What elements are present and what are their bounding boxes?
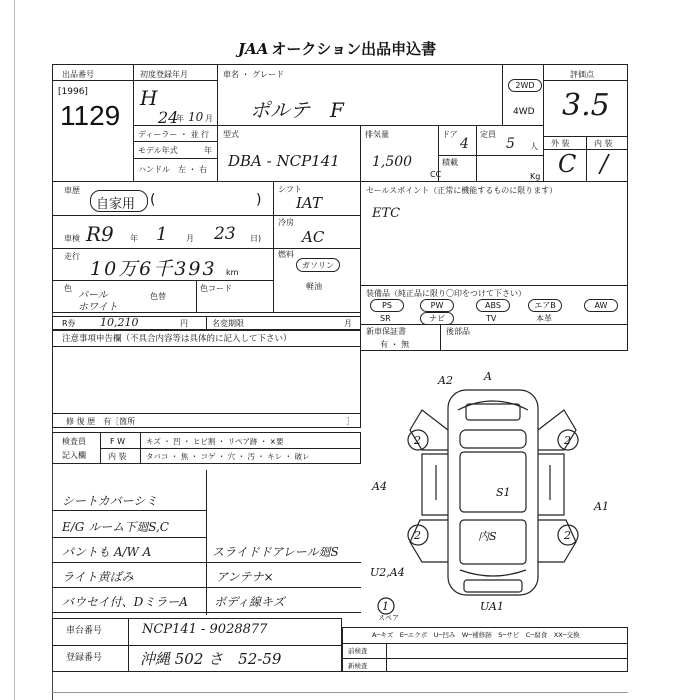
lot-divider xyxy=(52,80,134,81)
inspector-note-3: パントも A/W A xyxy=(62,545,152,559)
title-text: オークション出品申込書 xyxy=(271,40,437,58)
recycle-unit: 円 xyxy=(180,319,188,328)
equip-tv: TV xyxy=(486,314,497,323)
repair-history-label: 修 復 歴 有［箇所 xyxy=(66,417,136,426)
evaluation-label: 評価点 xyxy=(570,70,594,79)
equip-leather: 本革 xyxy=(536,314,552,323)
chassis-vdivider xyxy=(128,618,129,672)
usage-close: ) xyxy=(256,192,262,208)
legend-divider-2 xyxy=(342,658,628,659)
entry-label: 記入欄 xyxy=(62,451,86,460)
load-label: 積載 xyxy=(442,158,458,167)
chassis-value: NCP141 - 9028877 xyxy=(142,622,268,637)
inspector-note-r2: アンテナ× xyxy=(216,570,274,584)
load-unit: Kg xyxy=(530,172,541,181)
registration-year-unit: 年 xyxy=(176,114,184,123)
recycle-label: R券 xyxy=(62,319,76,328)
equip-navi: ナビ xyxy=(420,312,454,325)
car-diagram xyxy=(370,370,620,622)
inspection-era: R9 xyxy=(86,222,114,246)
plate-label: 登録番号 xyxy=(66,653,103,663)
recycle-vdivider xyxy=(206,316,207,330)
color-value: パール ホワイト xyxy=(78,290,118,313)
hist-divider-2 xyxy=(52,248,274,249)
recycle-value: 10,210 xyxy=(100,316,139,329)
color-code-label: 色コード xyxy=(200,284,232,293)
shift-label: シフト xyxy=(278,185,302,194)
color-label: 色 xyxy=(64,284,72,293)
legend-row1: A─キズ E─エクボ U─凹み W─補修跡 S─サビ C─腐食 XX─交換 xyxy=(372,631,580,639)
fuel-gasoline: ガソリン xyxy=(296,258,340,272)
fuel-light-oil: 軽油 xyxy=(306,282,322,291)
drive-divider xyxy=(502,64,503,126)
bottom-edge xyxy=(52,692,628,693)
shift-divider xyxy=(273,215,361,216)
lot-number: 1129 xyxy=(60,100,121,131)
inspector-note-r3: ボディ線キズ xyxy=(214,595,285,609)
diagram-wheel-rl: 2 xyxy=(414,529,421,542)
usage-label: 車歴 xyxy=(64,186,80,195)
color-vdivider xyxy=(196,280,197,313)
inspection-month: 1 xyxy=(156,224,168,245)
model-year-unit: 年 xyxy=(204,146,212,155)
capacity-value: 5 xyxy=(506,136,515,152)
legend-row2a: 前検査 xyxy=(348,647,368,655)
lot-label: 出品番号 xyxy=(62,70,94,79)
inspector-label: 検査員 xyxy=(62,437,86,446)
sales-point-label: セールスポイント（正常に機能するものに限ります） xyxy=(366,186,558,195)
legend-row2b: 新検査 xyxy=(348,662,368,670)
repaint-label: 色替 xyxy=(150,292,166,301)
note-line-1 xyxy=(52,510,206,511)
ac-label: 冷房 xyxy=(278,218,294,227)
dealer-label: ディーラー ・ 並 行 xyxy=(138,130,209,139)
inspector-note-r1: スライドドアレール廻S xyxy=(212,545,339,559)
car-name-label: 車名 ・ グレード xyxy=(223,70,285,79)
equip-airbag: エアB xyxy=(528,299,562,312)
notes-label: 注意事項申告欄（不具合内容等は具体的に記入して下さい） xyxy=(62,334,292,344)
name-change-label: 名変期限 xyxy=(212,319,244,328)
drive-4wd: 4WD xyxy=(513,107,535,117)
registration-era: H xyxy=(140,86,158,110)
diagram-mark-u2a4: U2,A4 xyxy=(370,566,405,579)
diagram-mark-ua1: UA1 xyxy=(480,600,504,613)
inspector-note-4: ライト黄ばみ xyxy=(62,570,134,584)
interior-inspect-label: 内 装 xyxy=(108,452,127,461)
equip-abs: ABS xyxy=(476,299,510,312)
displacement-label: 排気量 xyxy=(365,130,389,139)
capacity-unit: 人 xyxy=(530,142,538,151)
capacity-label: 定員 xyxy=(480,130,496,139)
interior-items: タバコ ・ 焦 ・ コゲ ・ 穴 ・ 汚 ・ キレ ・ 破レ xyxy=(146,452,310,461)
usage-value: 自家用 xyxy=(96,197,136,212)
doors-label: ドア xyxy=(442,130,458,139)
warranty-label: 新車保証書 xyxy=(366,327,406,336)
car-name-value: ポルテ F xyxy=(250,98,344,122)
reg-divider-2 xyxy=(133,125,218,126)
inspection-day-unit: 日) xyxy=(250,234,262,243)
displacement-unit: CC xyxy=(430,170,442,179)
repair-divider xyxy=(52,413,361,414)
mileage-value: 10万6千393 xyxy=(90,258,217,280)
doors-value: 4 xyxy=(460,136,469,152)
chassis-divider xyxy=(52,645,342,646)
reg-divider-3 xyxy=(133,141,218,142)
inspection-label: 車検 xyxy=(64,234,80,243)
name-change-unit: 月 xyxy=(344,319,352,328)
model-year-label: モデル年式 xyxy=(138,146,178,155)
legend-vdivider xyxy=(386,643,387,672)
equip-aw: AW xyxy=(584,299,618,312)
fuel-label: 燃料 xyxy=(278,250,294,259)
diagram-wheel-rr: 2 xyxy=(564,529,571,542)
diagram-mark-a4: A4 xyxy=(372,480,387,493)
ac-divider xyxy=(273,248,361,249)
plate-value: 沖縄 502 さ 52-59 xyxy=(140,650,282,668)
interior-label: 内 装 xyxy=(594,139,613,148)
note-line-5 xyxy=(52,612,361,613)
note-line-4 xyxy=(52,587,361,588)
drive-2wd: 2WD xyxy=(508,79,542,92)
parts-label: 後部品 xyxy=(446,327,470,336)
eval-divider xyxy=(543,80,628,81)
repair-history-close: ］ xyxy=(346,417,354,426)
inspector-note-5: バウセイ付、DミラーA xyxy=(62,595,188,609)
chassis-label: 車台番号 xyxy=(66,626,103,636)
hist-divider-1 xyxy=(52,215,274,216)
capacity-vdivider xyxy=(476,125,477,182)
eval-vdivider xyxy=(586,136,587,182)
scan-edge xyxy=(14,0,15,700)
equip-sr: SR xyxy=(380,314,391,323)
notes-divider xyxy=(52,346,361,347)
registration-month: 10 xyxy=(188,110,204,124)
hist-divider-3 xyxy=(52,280,274,281)
note-line-3 xyxy=(52,562,361,563)
form-title xyxy=(238,38,436,59)
usage-open: ( xyxy=(150,192,156,208)
diagram-mark-a2: A2 xyxy=(438,374,453,387)
insp-hdivider xyxy=(100,448,361,449)
legend-divider-1 xyxy=(342,643,628,644)
fw-label: F W xyxy=(110,437,126,446)
inspector-note-2: E/G ルーム下廻S,C xyxy=(62,520,169,534)
sales-point-box xyxy=(360,181,628,286)
interior-grade: / xyxy=(600,150,609,178)
spare-label: スペア xyxy=(378,614,399,622)
warranty-options: 有 ・ 無 xyxy=(380,340,410,349)
diagram-mark-a1: A1 xyxy=(594,500,609,513)
note-line-2 xyxy=(52,537,206,538)
load-divider xyxy=(438,155,544,156)
registration-label: 初度登録年月 xyxy=(140,70,188,79)
diagram-wheel-fr: 2 xyxy=(564,434,571,447)
model-value: DBA - NCP141 xyxy=(228,152,340,170)
equipment-label: 装備品（純正品に限り〇印をつけて下さい） xyxy=(366,289,526,298)
model-vdivider xyxy=(360,125,361,182)
exterior-grade: C xyxy=(558,150,577,178)
handle-label: ハンドル 左 ・ 右 xyxy=(138,165,208,174)
inspection-month-unit: 月 xyxy=(186,234,194,243)
diagram-wheel-fl: 2 xyxy=(414,434,421,447)
ac-value: AC xyxy=(302,228,325,246)
registration-year: 24 xyxy=(158,108,179,127)
equip-ps: PS xyxy=(370,299,404,312)
inspection-day: 23 xyxy=(214,224,236,244)
sales-point-value: ETC xyxy=(372,206,401,221)
mileage-label: 走行 xyxy=(64,252,80,261)
mileage-unit: km xyxy=(226,268,239,277)
exterior-label: 外 装 xyxy=(551,139,570,148)
fw-items: キズ ・ 凹 ・ ヒビ割 ・ リペア跡 ・ ×要 xyxy=(146,437,284,446)
doors-vdivider xyxy=(438,125,439,182)
registration-divider xyxy=(133,80,218,81)
warranty-vdivider xyxy=(440,324,441,351)
displacement-value: 1,500 xyxy=(372,154,413,170)
diagram-mark-a: A xyxy=(484,370,492,383)
diagram-spare-mark: 1 xyxy=(382,600,389,613)
lot-year-code: [1996] xyxy=(58,87,88,97)
registration-month-unit: 月 xyxy=(205,114,213,123)
shift-value: IAT xyxy=(296,194,322,212)
diagram-mark-s1: S1 xyxy=(496,486,511,499)
jaa-logo: JAA xyxy=(238,40,269,58)
model-label: 型式 xyxy=(223,130,239,139)
reg-divider-4 xyxy=(133,158,218,159)
equip-pw: PW xyxy=(420,299,454,312)
notes-vdivider xyxy=(206,470,207,615)
inspector-note-1: シートカバーシミ xyxy=(62,494,158,508)
diagram-mark-interior-s: 内S xyxy=(478,530,497,543)
inspection-year-unit: 年 xyxy=(130,234,138,243)
evaluation-score: 3.5 xyxy=(562,88,610,123)
